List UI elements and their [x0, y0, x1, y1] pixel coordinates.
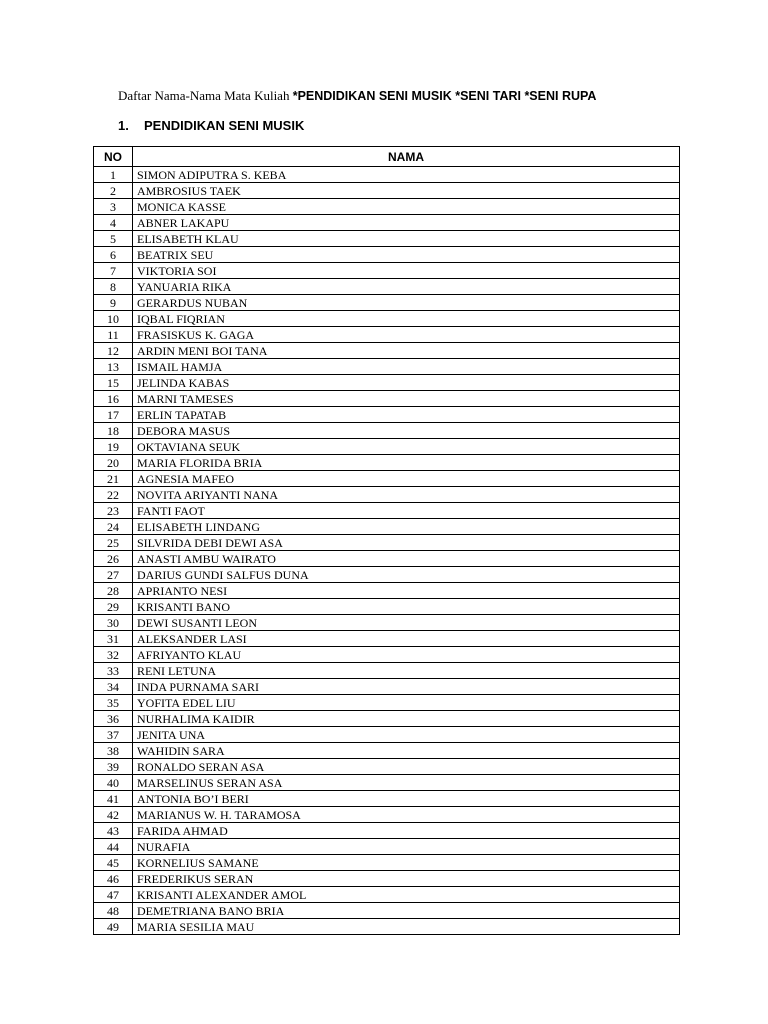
section-heading [118, 118, 304, 134]
row-number: 8 [94, 279, 133, 295]
row-number: 37 [94, 727, 133, 743]
table-row [94, 807, 680, 823]
student-name: FARIDA AHMAD [133, 823, 680, 839]
table-row [94, 743, 680, 759]
row-number: 48 [94, 903, 133, 919]
student-name: MARIANUS W. H. TARAMOSA [133, 807, 680, 823]
student-name: FREDERIKUS SERAN [133, 871, 680, 887]
table-row [94, 503, 680, 519]
student-name: DARIUS GUNDI SALFUS DUNA [133, 567, 680, 583]
student-name: RENI LETUNA [133, 663, 680, 679]
student-name: OKTAVIANA SEUK [133, 439, 680, 455]
row-number: 10 [94, 311, 133, 327]
row-number: 4 [94, 215, 133, 231]
student-name: FRASISKUS K. GAGA [133, 327, 680, 343]
table-row [94, 583, 680, 599]
table-header-row [94, 147, 680, 167]
row-number: 41 [94, 791, 133, 807]
student-name: MARNI TAMESES [133, 391, 680, 407]
student-name: FANTI FAOT [133, 503, 680, 519]
student-name: BEATRIX SEU [133, 247, 680, 263]
table-row [94, 679, 680, 695]
table-row [94, 247, 680, 263]
student-name: NURAFIA [133, 839, 680, 855]
row-number: 28 [94, 583, 133, 599]
student-name: MARIA FLORIDA BRIA [133, 455, 680, 471]
student-name: KRISANTI ALEXANDER AMOL [133, 887, 680, 903]
row-number: 38 [94, 743, 133, 759]
header-prefix: Daftar Nama-Nama Mata Kuliah [118, 88, 293, 103]
table-row [94, 407, 680, 423]
student-name: GERARDUS NUBAN [133, 295, 680, 311]
table-row [94, 871, 680, 887]
table-row [94, 423, 680, 439]
table-row [94, 919, 680, 935]
table-row [94, 519, 680, 535]
row-number: 40 [94, 775, 133, 791]
row-number: 32 [94, 647, 133, 663]
row-number: 45 [94, 855, 133, 871]
table-row [94, 711, 680, 727]
row-number: 47 [94, 887, 133, 903]
row-number: 36 [94, 711, 133, 727]
student-name: NOVITA ARIYANTI NANA [133, 487, 680, 503]
row-number: 18 [94, 423, 133, 439]
student-name: ELISABETH LINDANG [133, 519, 680, 535]
row-number: 17 [94, 407, 133, 423]
row-number: 7 [94, 263, 133, 279]
student-name: AMBROSIUS TAEK [133, 183, 680, 199]
student-name: MONICA KASSE [133, 199, 680, 215]
student-name: JELINDA KABAS [133, 375, 680, 391]
table-row [94, 263, 680, 279]
student-name: ANASTI AMBU WAIRATO [133, 551, 680, 567]
table-row [94, 839, 680, 855]
row-number: 34 [94, 679, 133, 695]
table-row [94, 695, 680, 711]
table-row [94, 759, 680, 775]
header-subjects: *PENDIDIKAN SENI MUSIK *SENI TARI *SENI RUPA [292, 89, 597, 103]
row-number: 3 [94, 199, 133, 215]
row-number: 27 [94, 567, 133, 583]
table-row [94, 167, 680, 183]
table-row [94, 615, 680, 631]
table-row [94, 375, 680, 391]
row-number: 20 [94, 455, 133, 471]
row-number: 5 [94, 231, 133, 247]
row-number: 25 [94, 535, 133, 551]
row-number: 23 [94, 503, 133, 519]
table-row [94, 279, 680, 295]
student-name: YANUARIA RIKA [133, 279, 680, 295]
row-number: 9 [94, 295, 133, 311]
table-row [94, 887, 680, 903]
student-name: SIMON ADIPUTRA S. KEBA [133, 167, 680, 183]
table-row [94, 311, 680, 327]
student-name: DEWI SUSANTI LEON [133, 615, 680, 631]
table-row [94, 439, 680, 455]
table-row [94, 791, 680, 807]
table-row [94, 535, 680, 551]
row-number: 6 [94, 247, 133, 263]
table-row [94, 471, 680, 487]
row-number: 19 [94, 439, 133, 455]
student-name: RONALDO SERAN ASA [133, 759, 680, 775]
student-name: ALEKSANDER LASI [133, 631, 680, 647]
row-number: 31 [94, 631, 133, 647]
row-number: 43 [94, 823, 133, 839]
student-name: ELISABETH KLAU [133, 231, 680, 247]
section-title: PENDIDIKAN SENI MUSIK [144, 118, 305, 133]
student-name: DEBORA MASUS [133, 423, 680, 439]
table-row [94, 823, 680, 839]
table-row [94, 359, 680, 375]
student-name: KORNELIUS SAMANE [133, 855, 680, 871]
student-name: ERLIN TAPATAB [133, 407, 680, 423]
section-number: 1. [118, 118, 129, 133]
student-name: DEMETRIANA BANO BRIA [133, 903, 680, 919]
row-number: 13 [94, 359, 133, 375]
row-number: 26 [94, 551, 133, 567]
student-name: AFRIYANTO KLAU [133, 647, 680, 663]
row-number: 46 [94, 871, 133, 887]
row-number: 29 [94, 599, 133, 615]
student-name: VIKTORIA SOI [133, 263, 680, 279]
column-header-name: NAMA [133, 147, 680, 167]
student-name: ARDIN MENI BOI TANA [133, 343, 680, 359]
column-header-no: NO [94, 147, 133, 167]
row-number: 22 [94, 487, 133, 503]
table-row [94, 327, 680, 343]
student-name: APRIANTO NESI [133, 583, 680, 599]
row-number: 16 [94, 391, 133, 407]
student-name: ISMAIL HAMJA [133, 359, 680, 375]
student-name: ANTONIA BO’I BERI [133, 791, 680, 807]
student-name: SILVRIDA DEBI DEWI ASA [133, 535, 680, 551]
student-name: YOFITA EDEL LIU [133, 695, 680, 711]
row-number: 12 [94, 343, 133, 359]
student-name: KRISANTI BANO [133, 599, 680, 615]
row-number: 49 [94, 919, 133, 935]
student-name: INDA PURNAMA SARI [133, 679, 680, 695]
row-number: 1 [94, 167, 133, 183]
table-row [94, 199, 680, 215]
table-row [94, 567, 680, 583]
table-body [94, 167, 680, 935]
table-row [94, 231, 680, 247]
student-name: AGNESIA MAFEO [133, 471, 680, 487]
student-name: WAHIDIN SARA [133, 743, 680, 759]
table-row [94, 903, 680, 919]
table-row [94, 631, 680, 647]
table-row [94, 215, 680, 231]
table-row [94, 663, 680, 679]
row-number: 11 [94, 327, 133, 343]
table-row [94, 647, 680, 663]
row-number: 39 [94, 759, 133, 775]
table-row [94, 295, 680, 311]
row-number: 2 [94, 183, 133, 199]
table-row [94, 391, 680, 407]
table-row [94, 487, 680, 503]
table-row [94, 551, 680, 567]
row-number: 21 [94, 471, 133, 487]
row-number: 24 [94, 519, 133, 535]
table-row [94, 775, 680, 791]
row-number: 44 [94, 839, 133, 855]
student-name: MARIA SESILIA MAU [133, 919, 680, 935]
table-row [94, 343, 680, 359]
student-name: JENITA UNA [133, 727, 680, 743]
row-number: 33 [94, 663, 133, 679]
student-name: NURHALIMA KAIDIR [133, 711, 680, 727]
table-row [94, 727, 680, 743]
row-number: 30 [94, 615, 133, 631]
student-name: MARSELINUS SERAN ASA [133, 775, 680, 791]
table-row [94, 855, 680, 871]
table-row [94, 183, 680, 199]
table-row [94, 455, 680, 471]
table-row [94, 599, 680, 615]
student-name: ABNER LAKAPU [133, 215, 680, 231]
student-name: IQBAL FIQRIAN [133, 311, 680, 327]
row-number: 15 [94, 375, 133, 391]
document-header [118, 88, 596, 104]
student-table [93, 146, 680, 935]
row-number: 35 [94, 695, 133, 711]
row-number: 42 [94, 807, 133, 823]
